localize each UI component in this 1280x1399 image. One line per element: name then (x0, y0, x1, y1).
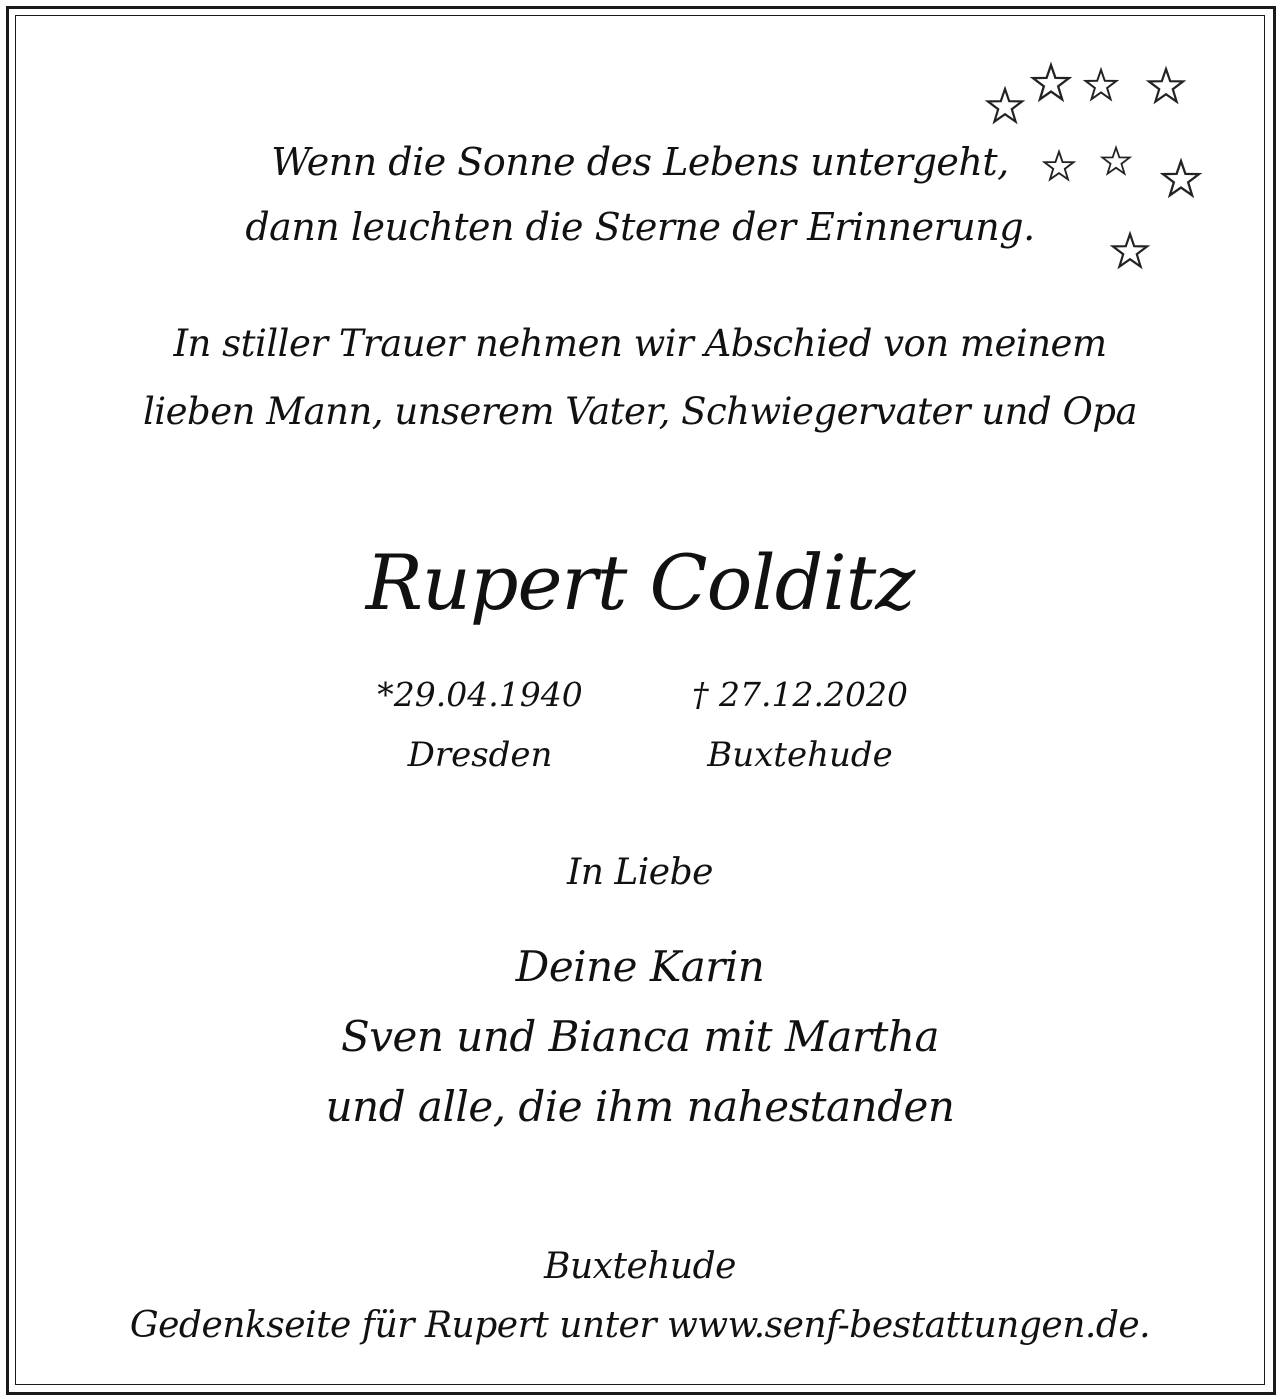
birth-date: *29.04.1940 (377, 675, 583, 714)
footer-place: Buxtehude (544, 1246, 736, 1287)
deceased-name: Rupert Colditz (365, 538, 915, 627)
intro-line-1: In stiller Trauer nehmen wir Abschied von meinem (173, 322, 1107, 365)
star-icon (1146, 67, 1186, 107)
star-icon (1030, 63, 1072, 105)
birth-place: Dresden (407, 735, 553, 775)
memorial-link-text: Gedenkseite für Rupert unter www.senf-bestattungen.de. (129, 1305, 1151, 1346)
motto-line-2: dann leuchten die Sterne der Erinnerung. (245, 205, 1035, 249)
mourner-line-3: und alle, die ihm nahestanden (325, 1082, 955, 1131)
intro-line-2: lieben Mann, unserem Vater, Schwiegervater und Opa (142, 390, 1138, 433)
mourner-line-1: Deine Karin (515, 942, 765, 991)
star-icon (1083, 68, 1119, 104)
mourner-line-2: Sven und Bianca mit Martha (341, 1012, 939, 1061)
in-love-text: In Liebe (567, 852, 713, 893)
motto-line-1: Wenn die Sonne des Lebens untergeht, (271, 140, 1009, 184)
death-date: † 27.12.2020 (692, 675, 908, 714)
star-icon (985, 87, 1025, 127)
death-place: Buxtehude (707, 735, 893, 775)
